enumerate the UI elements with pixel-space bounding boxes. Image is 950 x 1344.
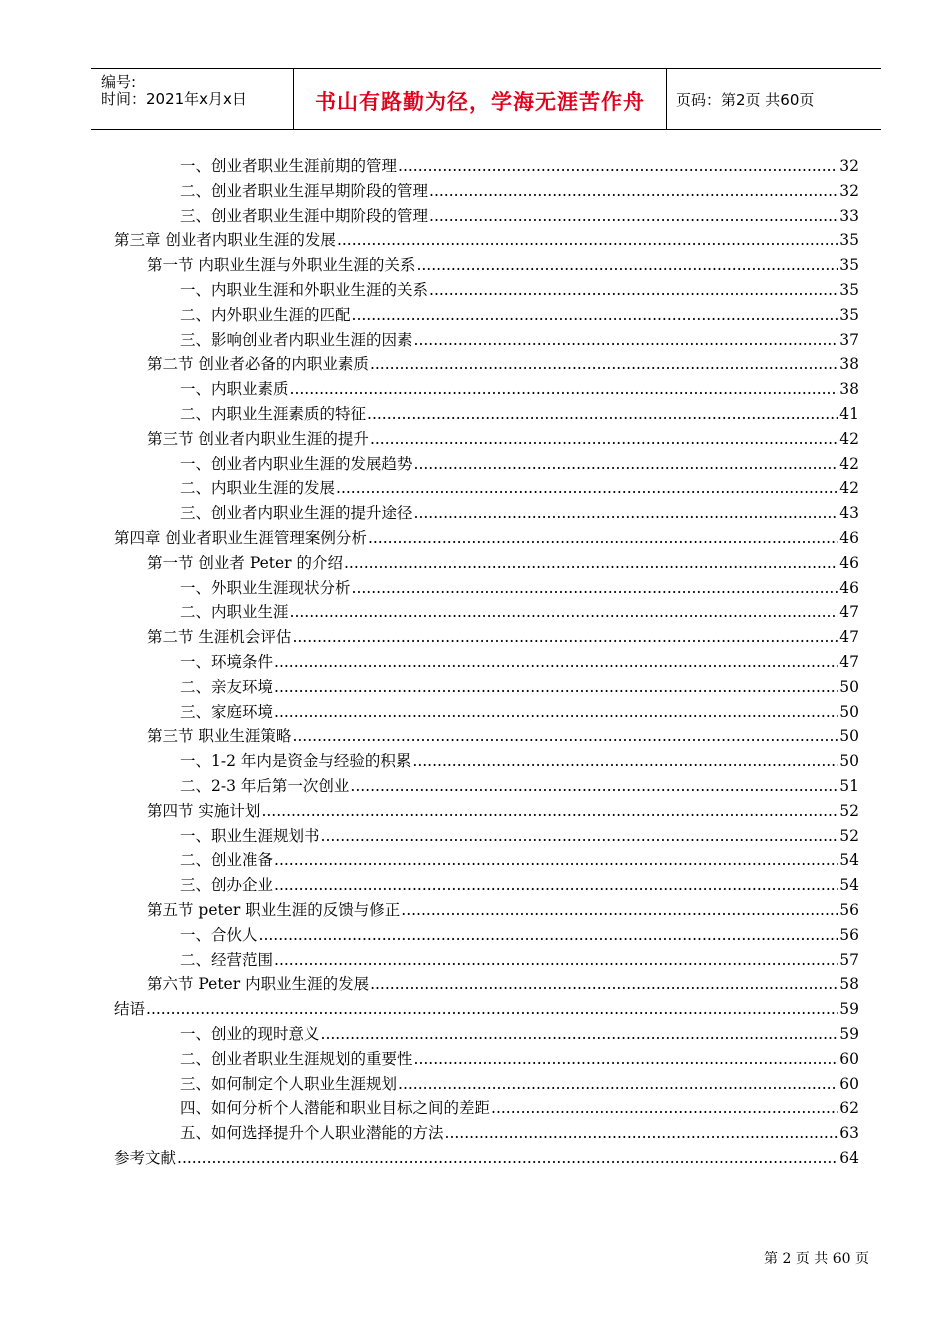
toc-entry[interactable] xyxy=(180,377,859,402)
toc-dot-leader xyxy=(370,352,838,377)
toc-entry[interactable] xyxy=(180,700,859,725)
toc-entry-title: 二、创业者职业生涯早期阶段的管理 xyxy=(180,181,429,200)
toc-dot-leader xyxy=(401,898,838,923)
toc-entry-title: 参考文献 xyxy=(114,1149,177,1167)
toc-entry-page: 52 xyxy=(839,801,859,820)
toc-entry-title: 结语 xyxy=(114,1000,146,1019)
toc-entry-title: 三、家庭环境 xyxy=(180,702,274,721)
toc-entry-page: 59 xyxy=(839,1000,859,1019)
toc-entry-page: 57 xyxy=(839,950,859,969)
header-page-cell xyxy=(666,69,881,129)
toc-entry[interactable] xyxy=(180,675,859,700)
toc-entry[interactable] xyxy=(180,501,859,526)
toc-dot-leader xyxy=(368,526,838,551)
toc-entry-page: 51 xyxy=(839,777,859,795)
toc-entry-page: 35 xyxy=(839,305,859,324)
toc-entry-page: 43 xyxy=(839,504,859,523)
toc-dot-leader xyxy=(290,377,839,402)
toc-dot-leader xyxy=(261,799,838,824)
toc-dot-leader xyxy=(274,700,838,725)
toc-entry-page: 32 xyxy=(839,181,859,200)
toc-entry-title: 一、合伙人 xyxy=(180,925,258,944)
page-header xyxy=(91,68,881,130)
toc-entry-title: 五、如何选择提升个人职业潜能的方法 xyxy=(180,1124,444,1143)
toc-entry-page: 37 xyxy=(839,330,859,349)
header-motto: 书山有路勤为径，学海无涯苦作舟 xyxy=(315,90,645,114)
toc-entry-page: 46 xyxy=(839,578,859,597)
toc-entry[interactable] xyxy=(180,1022,859,1047)
toc-dot-leader xyxy=(274,873,838,898)
toc-entry-page: 47 xyxy=(839,628,859,647)
toc-entry[interactable] xyxy=(180,923,859,948)
toc-entry[interactable] xyxy=(180,1047,859,1072)
toc-entry-title: 第二节 创业者必备的内职业素质 xyxy=(147,355,369,374)
toc-entry-page: 42 xyxy=(839,429,859,448)
toc-dot-leader xyxy=(414,1047,839,1072)
toc-dot-leader xyxy=(146,997,838,1022)
toc-entry-page: 64 xyxy=(839,1149,859,1167)
toc-entry-page: 50 xyxy=(839,727,859,746)
toc-entry[interactable] xyxy=(147,898,859,923)
toc-dot-leader xyxy=(398,154,838,179)
toc-entry-page: 54 xyxy=(839,876,859,895)
toc-entry-title: 三、创业者内职业生涯的提升途径 xyxy=(180,504,413,523)
toc-entry-title: 第三节 创业者内职业生涯的提升 xyxy=(147,429,369,448)
toc-entry[interactable] xyxy=(180,650,859,675)
toc-entry-page: 50 xyxy=(839,702,859,721)
toc-dot-leader xyxy=(274,675,838,700)
toc-dot-leader xyxy=(414,452,839,477)
toc-dot-leader xyxy=(352,576,839,601)
toc-entry-title: 第三节 职业生涯策略 xyxy=(147,727,292,746)
toc-entry-title: 第六节 Peter 内职业生涯的发展 xyxy=(147,975,370,994)
toc-entry[interactable] xyxy=(180,1072,859,1097)
toc-entry[interactable] xyxy=(147,724,859,749)
toc-entry-title: 二、内职业生涯的发展 xyxy=(180,479,336,498)
toc-entry[interactable] xyxy=(180,204,859,229)
toc-dot-leader xyxy=(274,848,838,873)
toc-dot-leader xyxy=(412,749,838,774)
toc-entry[interactable] xyxy=(180,1121,859,1146)
toc-entry[interactable] xyxy=(180,774,859,799)
toc-entry-title: 第三章 创业者内职业生涯的发展 xyxy=(114,231,336,250)
toc-dot-leader xyxy=(292,724,838,749)
toc-entry[interactable] xyxy=(180,278,859,303)
document-number-label: 编号: xyxy=(101,73,137,91)
toc-entry-page: 42 xyxy=(839,479,859,498)
toc-dot-leader xyxy=(416,253,838,278)
toc-entry-title: 第四章 创业者职业生涯管理案例分析 xyxy=(114,529,367,547)
toc-entry-page: 46 xyxy=(839,529,859,547)
toc-entry-title: 一、外职业生涯现状分析 xyxy=(180,578,351,597)
toc-entry[interactable] xyxy=(147,427,859,452)
toc-dot-leader xyxy=(429,278,838,303)
toc-entry[interactable] xyxy=(180,749,859,774)
toc-entry[interactable] xyxy=(180,848,859,873)
toc-entry[interactable] xyxy=(147,972,859,997)
toc-dot-leader xyxy=(259,923,839,948)
toc-entry-title: 三、创办企业 xyxy=(180,876,274,895)
toc-entry-page: 35 xyxy=(839,231,859,250)
toc-entry[interactable] xyxy=(147,253,859,278)
toc-entry[interactable] xyxy=(180,824,859,849)
toc-dot-leader xyxy=(344,551,838,576)
toc-entry-title: 一、职业生涯规划书 xyxy=(180,826,320,845)
toc-entry[interactable] xyxy=(147,625,859,650)
toc-entry[interactable] xyxy=(180,402,859,427)
toc-entry[interactable] xyxy=(114,997,859,1022)
toc-entry-title: 二、内职业生涯 xyxy=(180,603,289,622)
toc-entry-title: 二、内职业生涯素质的特征 xyxy=(180,405,367,423)
toc-entry-title: 二、亲友环境 xyxy=(180,677,274,696)
toc-entry-title: 二、创业准备 xyxy=(180,851,274,870)
toc-entry-title: 一、创业者内职业生涯的发展趋势 xyxy=(180,454,413,473)
toc-entry[interactable] xyxy=(180,303,859,328)
toc-entry-page: 54 xyxy=(839,851,859,870)
toc-dot-leader xyxy=(290,600,839,625)
toc-entry-title: 一、创业者职业生涯前期的管理 xyxy=(180,157,398,175)
toc-entry[interactable] xyxy=(147,352,859,377)
toc-dot-leader xyxy=(367,402,838,427)
toc-dot-leader xyxy=(177,1146,838,1171)
toc-dot-leader xyxy=(370,427,838,452)
toc-entry-page: 62 xyxy=(839,1099,859,1118)
toc-entry[interactable] xyxy=(114,526,859,551)
toc-entry-title: 四、如何分析个人潜能和职业目标之间的差距 xyxy=(180,1099,491,1118)
toc-entry-page: 47 xyxy=(839,653,859,671)
toc-entry-page: 41 xyxy=(839,405,859,423)
toc-dot-leader xyxy=(336,476,838,501)
toc-entry[interactable] xyxy=(180,476,859,501)
toc-entry[interactable] xyxy=(180,873,859,898)
toc-entry-page: 56 xyxy=(839,925,859,944)
toc-entry[interactable] xyxy=(180,328,859,353)
toc-entry-page: 50 xyxy=(839,752,859,771)
toc-entry-title: 二、内外职业生涯的匹配 xyxy=(180,305,351,324)
toc-dot-leader xyxy=(292,625,838,650)
toc-entry-page: 63 xyxy=(839,1124,859,1143)
toc-entry-title: 二、经营范围 xyxy=(180,950,274,969)
toc-entry-page: 52 xyxy=(839,826,859,845)
toc-entry[interactable] xyxy=(180,600,859,625)
toc-entry[interactable] xyxy=(114,1146,859,1171)
toc-dot-leader xyxy=(429,179,838,204)
toc-entry-title: 二、创业者职业生涯规划的重要性 xyxy=(180,1049,413,1068)
toc-entry-title: 三、如何制定个人职业生涯规划 xyxy=(180,1074,398,1093)
toc-entry[interactable] xyxy=(180,179,859,204)
toc-dot-leader xyxy=(398,1072,838,1097)
toc-entry-title: 一、环境条件 xyxy=(180,653,274,671)
toc-entry-page: 46 xyxy=(839,553,859,572)
toc-entry-title: 三、影响创业者内职业生涯的因素 xyxy=(180,330,413,349)
toc-entry-page: 33 xyxy=(839,206,859,225)
toc-entry[interactable] xyxy=(180,1096,859,1121)
toc-entry-page: 42 xyxy=(839,454,859,473)
toc-entry-title: 一、创业的现时意义 xyxy=(180,1025,320,1043)
toc-entry-page: 60 xyxy=(839,1049,859,1068)
toc-entry-page: 56 xyxy=(839,901,859,919)
toc-entry[interactable] xyxy=(147,551,859,576)
toc-entry[interactable] xyxy=(180,948,859,973)
toc-entry-title: 一、内职业素质 xyxy=(180,380,289,399)
toc-dot-leader xyxy=(337,228,838,253)
toc-dot-leader xyxy=(274,948,838,973)
toc-entry-title: 第一节 内职业生涯与外职业生涯的关系 xyxy=(147,256,416,275)
toc-entry[interactable] xyxy=(180,154,859,179)
toc-entry-page: 50 xyxy=(839,677,859,696)
toc-entry-title: 第一节 创业者 Peter 的介绍 xyxy=(147,553,343,572)
toc-entry-page: 59 xyxy=(839,1025,859,1043)
toc-dot-leader xyxy=(321,824,839,849)
toc-dot-leader xyxy=(370,972,838,997)
toc-entry-page: 38 xyxy=(839,380,859,399)
toc-entry-page: 32 xyxy=(839,157,859,175)
page-footer: 第 2 页 共 60 页 xyxy=(764,1251,869,1267)
document-time-label: 时间：2021年x月x日 xyxy=(101,90,247,108)
toc-dot-leader xyxy=(445,1121,839,1146)
toc-entry-title: 第四节 实施计划 xyxy=(147,801,261,820)
toc-entry-page: 58 xyxy=(839,975,859,994)
toc-entry[interactable] xyxy=(147,799,859,824)
toc-entry-title: 一、1-2 年内是资金与经验的积累 xyxy=(180,752,412,771)
toc-dot-leader xyxy=(491,1096,838,1121)
toc-dot-leader xyxy=(350,774,838,799)
toc-entry-page: 38 xyxy=(839,355,859,374)
toc-entry-title: 第二节 生涯机会评估 xyxy=(147,628,292,647)
toc-entry-title: 一、内职业生涯和外职业生涯的关系 xyxy=(180,281,429,299)
toc-dot-leader xyxy=(352,303,839,328)
toc-dot-leader xyxy=(414,328,839,353)
toc-entry[interactable] xyxy=(180,576,859,601)
toc-entry-title: 三、创业者职业生涯中期阶段的管理 xyxy=(180,206,429,225)
header-page-info: 页码：第2页 共60页 xyxy=(676,91,815,109)
toc-dot-leader xyxy=(429,204,838,229)
header-motto-cell xyxy=(293,69,667,129)
header-meta-cell xyxy=(91,69,293,129)
toc-dot-leader xyxy=(321,1022,839,1047)
toc-dot-leader xyxy=(414,501,839,526)
toc-entry-page: 35 xyxy=(839,281,859,299)
toc-entry-page: 47 xyxy=(839,603,859,622)
toc-entry-page: 35 xyxy=(839,256,859,275)
toc-entry-title: 第五节 peter 职业生涯的反馈与修正 xyxy=(147,901,401,919)
toc-dot-leader xyxy=(274,650,838,675)
toc-entry[interactable] xyxy=(114,228,859,253)
toc-entry-page: 60 xyxy=(839,1074,859,1093)
toc-entry[interactable] xyxy=(180,452,859,477)
toc-entry-title: 二、2-3 年后第一次创业 xyxy=(180,777,350,795)
